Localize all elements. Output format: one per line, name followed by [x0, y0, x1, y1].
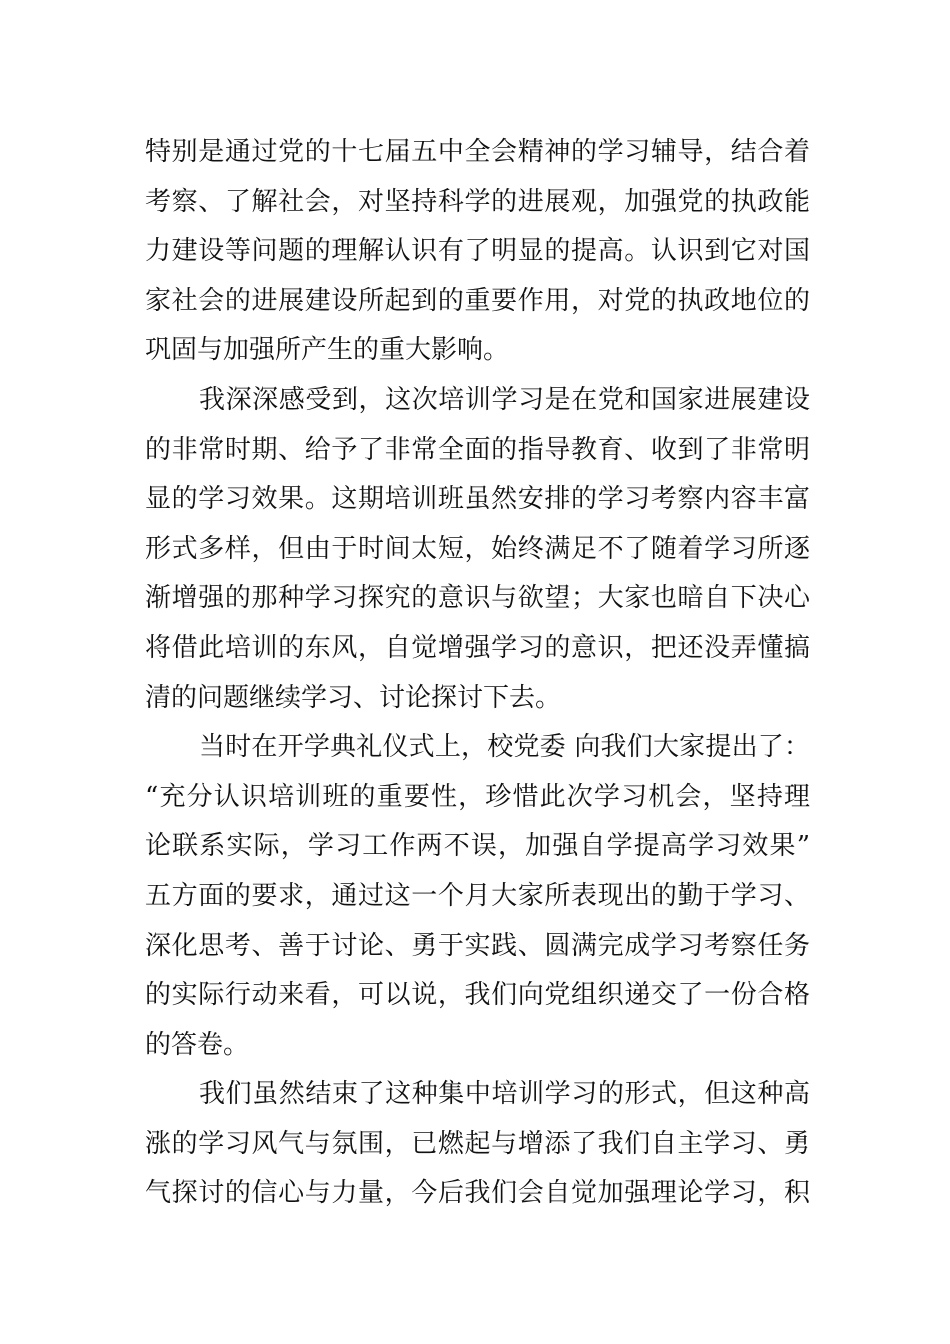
text-line: 当时在开学典礼仪式上，校党委 向我们大家提出了： [199, 732, 810, 763]
text-line: 的非常时期、给予了非常全面的指导教育、收到了非常明 [145, 434, 810, 465]
text-line: 渐增强的那种学习探究的意识与欲望；大家也暗自下决心 [145, 583, 810, 614]
paragraph [145, 1070, 810, 1219]
text-line: 形式多样，但由于时间太短，始终满足不了随着学习所逐 [145, 533, 810, 564]
text-line: 清的问题继续学习、讨论探讨下去。 [145, 682, 562, 713]
text-line: 我们虽然结束了这种集中培训学习的形式，但这种高 [199, 1079, 810, 1110]
text-line: 我深深感受到，这次培训学习是在党和国家进展建设 [199, 384, 810, 415]
text-line: 涨的学习风气与氛围，已燃起与增添了我们自主学习、勇 [145, 1128, 810, 1159]
text-line: 家社会的进展建设所起到的重要作用，对党的执政地位的 [145, 285, 810, 316]
text-line: 显的学习效果。这期培训班虽然安排的学习考察内容丰富 [145, 484, 810, 515]
paragraph [145, 128, 810, 376]
text-line: “充分认识培训班的重要性，珍惜此次学习机会，坚持理 [145, 781, 810, 812]
text-line: 的答卷。 [145, 1029, 250, 1060]
text-line: 五方面的要求，通过这一个月大家所表现出的勤于学习、 [145, 880, 810, 911]
paragraph [145, 376, 810, 723]
paragraph [145, 723, 810, 1070]
text-line: 的实际行动来看，可以说，我们向党组织递交了一份合格 [145, 980, 810, 1011]
text-line: 气探讨的信心与力量，今后我们会自觉加强理论学习，积 [145, 1178, 810, 1209]
text-line: 深化思考、善于讨论、勇于实践、圆满完成学习考察任务 [145, 930, 810, 961]
text-line: 将借此培训的东风，自觉增强学习的意识，把还没弄懂搞 [145, 632, 810, 663]
body-text [145, 128, 810, 1219]
text-line: 巩固与加强所产生的重大影响。 [145, 335, 510, 366]
text-line: 特别是通过党的十七届五中全会精神的学习辅导，结合着 [145, 137, 810, 167]
text-line: 力建设等问题的理解认识有了明显的提高。认识到它对国 [145, 236, 810, 267]
text-line: 考察、了解社会，对坚持科学的进展观，加强党的执政能 [145, 186, 810, 217]
text-line: 论联系实际，学习工作两不误，加强自学提高学习效果” [145, 831, 810, 862]
